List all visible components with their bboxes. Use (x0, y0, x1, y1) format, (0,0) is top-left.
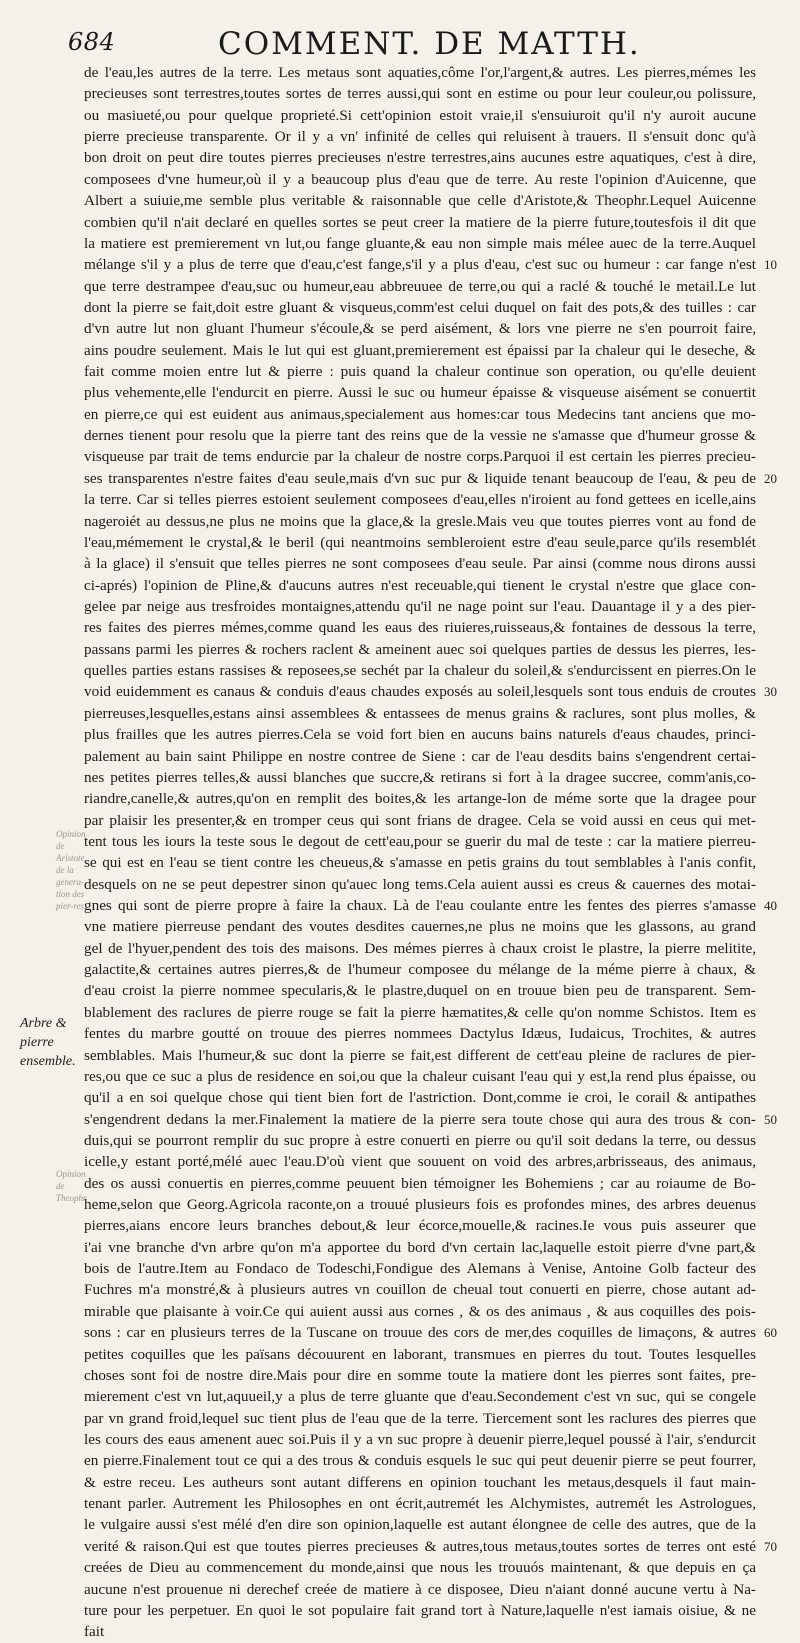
text-line: & estre receu. Les autheurs sont autant differens en opinion touchant les metaus,desquels il faut main- (84, 1473, 756, 1491)
text-line: choses sont foi de nostre dire.Mais pour dire en somme toute la matiere dont les pierres sont faites, pre- (84, 1366, 756, 1384)
text-line: par vn grand froid,lequel suc tient plus de l'eau que de la terre. Tiercement sont les raclures des pierres que (84, 1409, 756, 1427)
text-line: pierre precieuse transparente. Or il y a vn' infinité de celles qui reluisent à trauers. Il s'ensuit donc qu'à (84, 128, 756, 146)
text-line: s'engendrent dedans la mer.Finalement la matiere de la pierre sera toute chose qui aura des trous & con- (84, 1110, 756, 1128)
text-line: icelle,y estant porté,mélé auec l'eau.D'où vient que souuent on void des arbres,arbrisseaus, des animaus, (84, 1153, 756, 1171)
text-line: à la glace) il s'ensuit que telles pierres ne sont composees d'eau seule. Par ainsi (comme nous dirons aussi (84, 555, 756, 573)
text-line: duis,qui se pourront remplir du suc propre à estre conuerti en pierre ou qu'il soit dedans la terre, ou dessus (84, 1131, 756, 1149)
text-line: tent tous les iours la teste sous le degout de cett'eau,pour se guerir du mal de teste : car la matiere pierreu- (84, 832, 756, 850)
text-line: nageroiét au dessus,ne plus ne moins que la glace,& la gresle.Mais veu que toutes pierres vont au fond de (84, 512, 756, 530)
text-line: palement au bain saint Philippe en nostre contree de Siene : car de l'eau desdits bains s'engendrent certai- (84, 747, 756, 765)
line-number: 70 (764, 1538, 777, 1554)
text-line: qu'il a en soi quelque chose qui tient bien fort de l'astriction. Dont,comme ie croi, le corail & antipathes (84, 1089, 756, 1107)
text-line: ses transparentes n'estre faites d'eau seule,mais d'vn suc pur & liquide tenant beaucoup de l'eau, & peu de (84, 469, 756, 487)
line-number: 50 (764, 1111, 777, 1127)
text-line: aucune n'est prouenue ni derechef creée de matiere à ce disposee, Dieu n'aiant donné aucune vertu à Na- (84, 1580, 756, 1598)
text-line: precieuses sont terrestres,toutes sortes de terres aussi,qui sont en estime ou pour leur couleur,ou polissure, (84, 85, 756, 103)
text-line: d'vn autre lut non gluant l'humeur s'écoule,& se perd aisément, & lors vne pierre ne s'en pourroit faire, (84, 320, 756, 338)
text-line: res,ou que ce suc a plus de residence en soi,ou que la chaleur cuisant l'eau qui y est,la rend plus épaisse, ou (84, 1067, 756, 1085)
text-line: tenant parler. Autrement les Philosophes en ont écrit,autremét les Alchymistes, autremét les Astrologues, (84, 1495, 756, 1513)
text-line: verité & raison.Qui est que toutes pierres precieuses & autres,tous metaus,toutes sortes de terres ont esté (84, 1537, 756, 1555)
text-line: gnes qui sont de pierre propre à faire la chaux. Là de l'eau coulante entre les fentes des pierres s'amasse (84, 897, 756, 915)
text-line: en pierre,ce qui est euident aus animaus,specialement aus homes:car tous Medecins tant anciens que mo- (84, 405, 756, 423)
text-line: semblables. Mais l'humeur,& suc dont la pierre se fait,est different de cett'eau pleine de raclures de pier- (84, 1046, 756, 1064)
text-line: creées de Dieu au commencement du monde,ainsi que nous les trouuós maintenant, & que depuis en ça (84, 1559, 756, 1577)
text-line: Albert a suiuie,me semble plus veritable & raisonnable que celle d'Aristote,& Theophr.Lequel Auicenne (84, 192, 756, 210)
text-line: res faites des pierres mémes,comme quand les eaus des riuieres,ruisseaus,& fontaines de dessous la terre, (84, 619, 756, 637)
line-number: 60 (764, 1325, 777, 1341)
line-number: 10 (764, 257, 777, 273)
margin-note-arbre: Arbre & pierre ensemble. (20, 1016, 76, 1069)
text-line: pierres,aians encore leurs branches debout,& leur écorce,mouelle,& racines.Ie vous puis asseurer que (84, 1217, 756, 1235)
text-line: l'eau,mémement le crystal,& le beril (qui neantmoins sembleroient estre d'eau seule,parce qu'ils resemblét (84, 533, 756, 551)
text-line: bois de l'autre.Item au Fondaco de Todeschi,Fondigue des Alemans à Venise, Antoine Golb facteur des (84, 1260, 756, 1278)
text-line: fait (84, 1623, 105, 1641)
line-number: 30 (764, 684, 777, 700)
text-line: ture pour les perpetuer. En quoi le sot populaire fait grand tort à Nature,laquelle n'est iamais oisiue, & ne (84, 1601, 756, 1619)
text-line: composees d'vne humeur,où il y a beaucoup plus d'eau que de terre. Au reste l'opinion d'Auicenne, que (84, 170, 756, 188)
text-line: ci-aprés) l'opinion de Pline,& d'aucuns autres n'est receuable,qui tienent le crystal n'estre que glace con- (84, 576, 756, 594)
text-line: la terre. Car si telles pierres estoient seulement composees d'eau,elles n'iroient au fond gettees en icelle,ains (84, 491, 756, 509)
text-line: mirable que plaisante à voir.Ce qui auient aussi aus cornes , & os des animaus , & aus coquilles des pois- (84, 1302, 756, 1320)
text-line: le vulgaire aussi s'est mélé d'en dire son opinion,laquelle est autant élongnee de celle des autres, que de la (84, 1516, 756, 1534)
text-line: des os aussi conuertis en pierres,comme peuuent bien témoigner les Bohemiens ; car au roiaume de Bo- (84, 1174, 756, 1192)
text-line: nes petites pierres telles,& aussi blanches que succre,& retirans si fort à la dragee succree, comm'anis,co- (84, 768, 756, 786)
body-text (84, 62, 756, 1643)
text-line: bon droit on peut dire toutes pierres precieuses n'estre terrestres,ains aucunes estre aquatiques, c'est à dire, (84, 149, 756, 167)
text-line: plus vehemente,elle l'endurcit en pierre. Aussi le suc ou humeur épaisse & visqueuse aisément se conuertit (84, 384, 756, 402)
text-line: blablement des raclures de pierre rouge se fait la pierre hæmatites,& celle qu'on nomme Schistos. Item es (84, 1003, 756, 1021)
text-line: quelles parties estans rassises & reposees,se sechét par la chaleur du soleil,& s'endurcissent en pierres.On le (84, 662, 756, 680)
page-number: 684 (68, 28, 116, 56)
text-line: la matiere est premierement vn lut,ou fange gluante,& eau non simple mais mélee auec de la terre.Auquel (84, 234, 756, 252)
text-line: que terre destrampee d'eau,suc ou humeur,eau abbreuuee de terre,ou qui a raclé & touché le metail.Le lut (84, 277, 756, 295)
text-line: les cours des eaus amenent auec soi.Puis il y a vn suc propre à deuenir pierre,lequel poussé à l'air, s'endurcit (84, 1431, 756, 1448)
text-line: pierreuses,lesquelles,estans ainsi assemblees & entassees de menus grains & raclures, sont plus molles, & (84, 704, 756, 722)
text-line: mierement c'est vn lut,aquueil,y a plus de terre gluante que d'eau.Secondement c'est vn suc, qui se congele (84, 1388, 756, 1406)
text-line: gel de l'hyuer,pendent des tois des maisons. Des mémes pierres à chaux croist le plastre, la pierre melitite, (84, 939, 756, 957)
line-number: 20 (764, 470, 777, 486)
text-line: se qui est en l'eau se tient contre les cheueus,& s'amasse en petis grains du tout semblables à l'anis confit, (84, 854, 756, 872)
text-line: visqueuse par trait de tems endurcie par la chaleur de nostre corps.Parquoi il est certain les pierres precieu- (84, 448, 756, 466)
page-header (68, 8, 728, 64)
text-line: en pierre.Finalement tout ce qui a des trous & conduis esquels le suc qui peut deuenir pierre se peut fourrer, (84, 1452, 756, 1470)
text-line: heme,selon que Georg.Agricola raconte,on a trouué plusieurs fois es profondes mines, des arbres deuenus (84, 1196, 756, 1214)
text-line: mélange s'il y a plus de terre que d'eau,c'est fange,s'il y a plus d'eau, c'est suc ou humeur : car fange n'est (84, 256, 756, 274)
text-line: gelee par neige aus tresfroides montaignes,attendu qu'il ne nage point sur l'eau. Dauantage il y a des pier- (84, 597, 756, 615)
text-line: Fuchres m'a monstré,& à plusieurs autres vn couillon de cheual tout conuerti en pierre, chose autant ad- (84, 1281, 756, 1299)
text-line: plus frailles que les autres pierres.Cela se void fort bien en aucuns bains naturels d'eaus chaudes, princi- (84, 726, 756, 744)
running-title: COMMENT. DE MATTH. (218, 26, 641, 62)
text-line: fait comme moien entre lut & pierre : puis quand la chaleur continue son operation, ou qu'elle deuient (84, 363, 756, 381)
line-number: 40 (764, 898, 777, 914)
faint-margin-note-lower: Opinion de Theophr. (56, 1169, 88, 1203)
text-line: ains poudre seulement. Mais le lut qui est gluant,premierement est épaissi par la chaleur qui le deseche, & (84, 341, 756, 359)
text-line: void euidemment es canaus & conduis d'eaus chaudes exposés au soleil,lesquels sont tous enduis de croutes (84, 683, 756, 701)
text-line: par plaisir les presenter,& en tromper ceus qui sont frians de dragee. Cela se void aussi en ceus qui met- (84, 811, 756, 829)
faint-margin-note-upper: Opinion de Aristote de la genera-tion des pier-res. (56, 829, 87, 911)
text-line: dont la pierre se fait,doit estre gluant & visqueus,comm'est celui duquel on fait des pots,& des tuilles : car (84, 298, 756, 316)
text-line: riandre,canelle,& autres,qu'on en remplit des boites,& les artange-lon de méme sorte que la dragee pour (84, 790, 756, 808)
text-line: sons : car en plusieurs terres de la Tuscane on trouue des cors de mer,des coquilles de limaçons, & autres (84, 1324, 756, 1342)
text-line: combien qu'il n'ait declaré en quelles sortes se peut creer la matiere de la pierre future,toutesfois il dit que (84, 213, 756, 231)
text-line: desquels on ne se peut depestrer sinon qu'auec long tems.Cela auient aussi es creus & cauernes des motai- (84, 875, 756, 893)
text-line: d'eau croist la pierre nommee specularis,& le plastre,duquel on en trouue bien peu de transparent. Sem- (84, 982, 756, 1000)
text-line: de l'eau,les autres de la terre. Les metaus sont aquaties,côme l'or,l'argent,& autres. Les pierres,mémes les (84, 64, 756, 81)
text-line: vne matiere pierreuse pendant des voutes desdites cauernes,ne plus ne moins que les glassons, au grand (84, 918, 756, 936)
text-line: i'ai vne branche d'vn arbre qu'on m'a apportee du bord d'vn certain lac,laquelle estoit pierre d'vne part,& (84, 1238, 756, 1256)
text-line: ou masiueté,ou pour quelque proprieté.Si cett'opinion estoit vraie,il s'ensuiuroit qu'il n'y auroit aucune (84, 106, 756, 124)
text-line: dernes tienent pour resolu que la pierre tant des reins que de la vessie ne s'amasse que d'humeur grosse & (84, 427, 756, 445)
text-line: passans parmi les pierres & rochers raclent & ameinent auec soi quelques parties de dessus les pierres, les- (84, 640, 756, 658)
text-line: petites coquilles que les païsans découurent en laborant, transmues en pierres du tout. Toutes lesquelles (84, 1345, 756, 1363)
text-line: fentes du marbre goutté on trouue des pierres nommees Dactylus Idæus, Iudaicus, Trochites, & autres (84, 1025, 756, 1043)
text-line: galactite,& certaines autres pierres,& de l'humeur composee du mélange de la méme pierre à chaux, & (84, 961, 756, 979)
